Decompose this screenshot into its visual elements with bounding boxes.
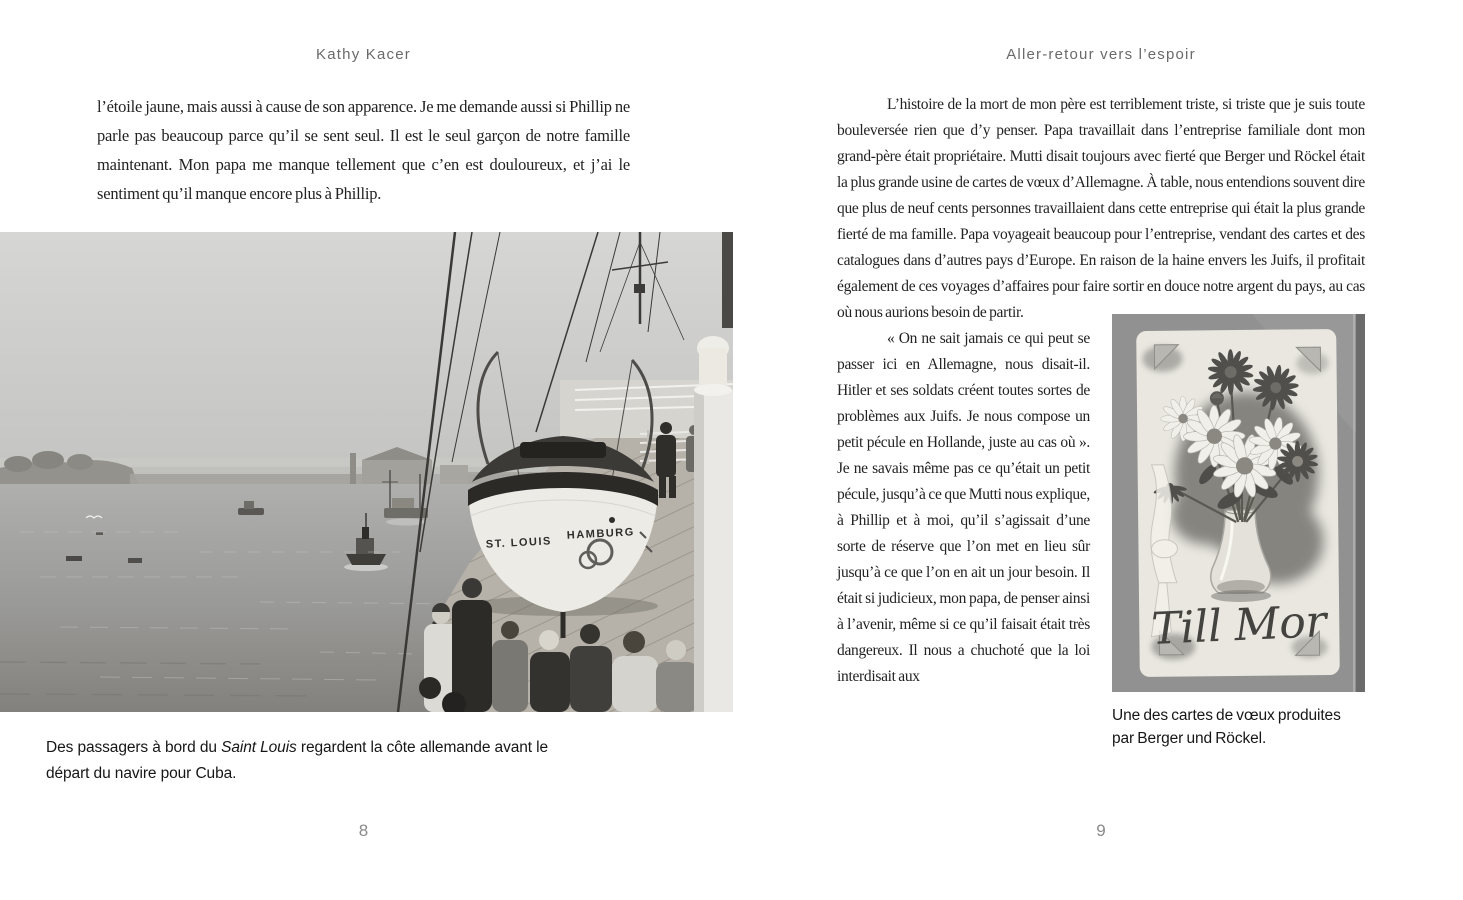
left-photo-caption — [46, 735, 591, 787]
ship-photo-svg — [0, 232, 733, 712]
paragraph-1-wide: L’histoire de la mort de mon père est terriblement triste, si triste que je suis toute bouleversée rien que d’y penser. Papa travaillait dans l’entreprise familiale dont mon grand-père était propriétaire. Mutti disait toujours avec fierté que Berger und Röckel était la plus grande usine de cartes de vœux d’Allemagne. À table, nous entendions souvent dire que plus de neuf cents personnes travaillaient dans cette entreprise qui était la plus grande fierté de ma famille. Papa voyageait beaucoup pour l’entreprise, vendant des cartes et des catalogues dans d’autres pays d’Europe. En raison de la haine envers les Juifs, il profitait également de ces voyages d’affaires pour faire sortir en — [837, 96, 1365, 295]
ship-photo — [0, 232, 733, 712]
caption-text-post: regardent la côte allemande avant le départ du navire pour Cuba. — [46, 739, 549, 782]
lifeboat-label-stlouis: ST. LOUIS — [485, 535, 553, 551]
card-script-text: Till Mor — [1150, 596, 1328, 655]
page-number-right: 9 — [1096, 821, 1106, 840]
paragraph-2: « On ne sait jamais ce qui peut se passer ici en Allemagne, nous disait-il. Hitler et ses soldats créent toutes sortes de problèmes aux Juifs. Je nous compose un petit pécule en Hollande, juste au cas où ». Je ne savais même pas ce qu’était un petit pécule, jusqu’à ce que Mutti nous explique, à Phillip et à moi, qu’il s’agissait d’une sorte de réserve que l’on met en lieu sûr jusqu’à ce que l’on en ait un jour besoin. Il était si judicieux, mon papa, de penser ainsi à l’avenir, même si ce qu’il faisait était très dangereux. Il nous a chuchoté que la loi interdisait aux — [837, 330, 1090, 685]
caption-text-pre: Des passagers à bord du — [46, 739, 222, 756]
caption-ship-name: Saint Louis — [221, 739, 297, 756]
paragraph-1-narrow: douce notre argent du pays, au cas où nous aurions besoin de partir. — [837, 278, 1366, 321]
corner-mast — [722, 232, 733, 328]
funnel — [694, 336, 733, 712]
running-head-right: Aller-retour vers l’espoir — [1006, 46, 1196, 63]
page-number-left: 8 — [358, 821, 369, 840]
body-text-left: l’étoile jaune, mais aussi à cause de son apparence. Je me demande aussi si Phillip ne parle pas beaucoup parce qu’il se sent seul. Il est le seul garçon de notre famille maintenant. Mon papa me manque tellement que c’en est douloureux, et j’ai le sentiment qu’il manque encore plus à Phillip. — [97, 97, 630, 203]
right-card-caption: Une des cartes de vœux produites par Berger und Röckel. — [1112, 707, 1341, 747]
lifeboat-label-hamburg: HAMBURG — [566, 526, 636, 542]
body-text-right — [837, 92, 1365, 782]
running-head-left: Kathy Kacer — [316, 46, 411, 63]
greeting-card-svg — [1112, 314, 1365, 692]
greeting-card-figure — [1112, 314, 1365, 782]
